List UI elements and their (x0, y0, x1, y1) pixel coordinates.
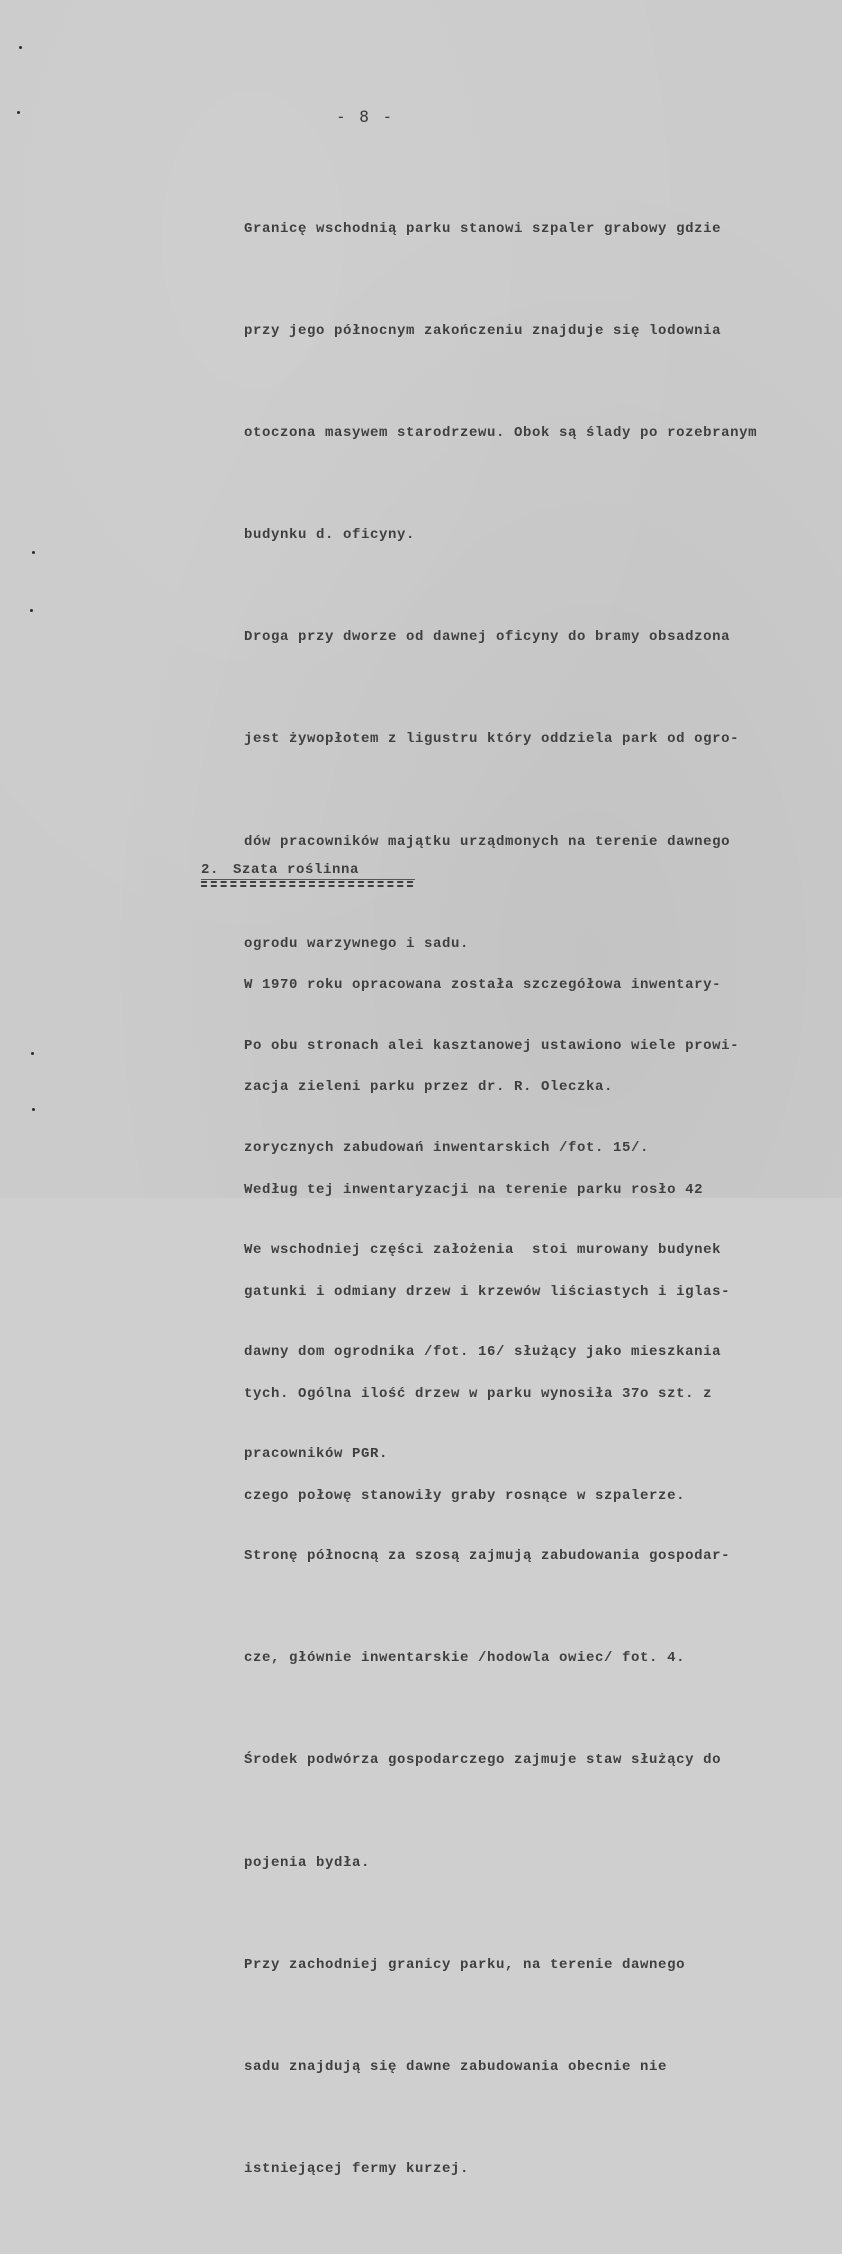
text-line: Po obu stronach alei kasztanowej ustawiono wiele prowi- (244, 1037, 740, 1054)
text-line: pracowników PGR. (244, 1446, 389, 1463)
text-line: Środek podwórza gospodarczego zajmuje staw służący do (244, 1752, 722, 1769)
page-number: - 8 - (336, 107, 395, 126)
text-line: cze, głównie inwentarskie /hodowla owiec/ fot. 4. (244, 1650, 686, 1667)
text-line: zorycznych zabudowań inwentarskich /fot. 15/. (244, 1139, 650, 1156)
heading-underline-solid (201, 879, 415, 880)
text-line: zacja zieleni parku przez dr. R. Oleczka. (244, 1079, 614, 1096)
text-line: Droga przy dworze od dawnej oficyny do bramy obsadzona (244, 629, 731, 646)
text-line: dów pracowników majątku urządmonych na terenie dawnego (244, 833, 731, 850)
text-line: czego połowę stanowiły graby rosnące w szpalerze. (244, 1488, 686, 1505)
body-text-bottom (244, 900, 842, 1582)
margin-mark (32, 1108, 35, 1111)
text-line: Przy zachodniej granicy parku, na terenie dawnego (244, 1956, 686, 1973)
text-line: gatunki i odmiany drzew i krzewów liściastych i iglas- (244, 1283, 731, 1300)
heading-underline-dashed (201, 881, 413, 887)
margin-mark (17, 111, 20, 114)
text-line: dawny dom ogrodnika /fot. 16/ służący jako mieszkania (244, 1344, 722, 1361)
text-line: We wschodniej części założenia stoi murowany budynek (244, 1241, 722, 1258)
section-number: 2. (201, 862, 220, 878)
text-line: ogrodu warzywnego i sadu. (244, 935, 470, 952)
text-line: Według tej inwentaryzacji na terenie parku rosło 42 (244, 1181, 704, 1198)
text-line: sadu znajdują się dawne zabudowania obecnie nie (244, 2058, 668, 2075)
margin-mark (30, 609, 33, 612)
section-heading (201, 862, 359, 878)
text-line: przy jego północnym zakończeniu znajduje się lodownia (244, 323, 722, 340)
margin-mark (32, 551, 35, 554)
text-line: Granicę wschodnią parku stanowi szpaler grabowy gdzie (244, 221, 722, 237)
text-line: jest żywopłotem z ligustru który oddziela park od ogro- (244, 731, 740, 748)
text-line: istniejącej fermy kurzej. (244, 2160, 470, 2177)
text-line: tych. Ogólna ilość drzew w parku wynosiła 37o szt. z (244, 1386, 713, 1403)
section-title: Szata roślinna (233, 862, 360, 878)
text-line: budynku d. oficyny. (244, 527, 416, 544)
text-line: W 1970 roku opracowana została szczegółowa inwentary- (244, 977, 722, 993)
text-line: Stronę północną za szosą zajmują zabudowania gospodar- (244, 1548, 731, 1565)
text-line: otoczona masywem starodrzewu. Obok są ślady po rozebranym (244, 425, 758, 442)
margin-mark (31, 1052, 34, 1055)
margin-mark (19, 46, 22, 49)
text-line: pojenia bydła. (244, 1854, 371, 1871)
